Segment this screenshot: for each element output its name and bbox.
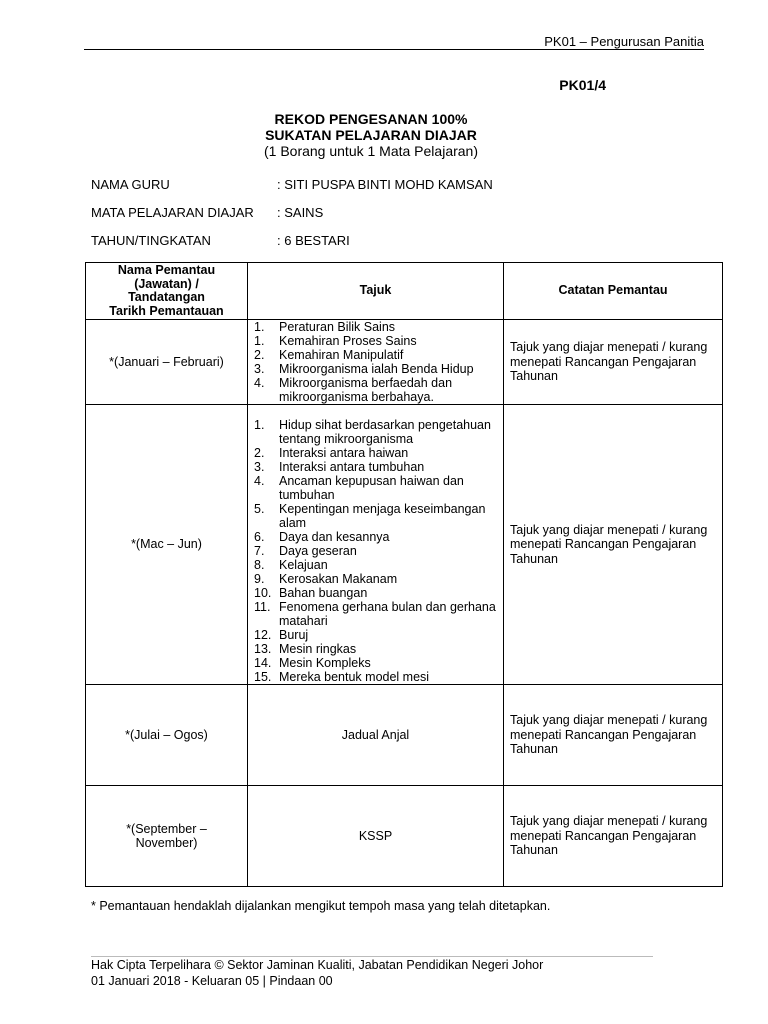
title-line-2: SUKATAN PELAJARAN DIAJAR	[265, 127, 477, 143]
list-item: 15. Mereka bentuk model mesi	[254, 670, 430, 684]
topic-list	[254, 418, 497, 684]
document-header: PK01 – Pengurusan Panitia	[544, 34, 704, 49]
subtitle: (1 Borang untuk 1 Mata Pelajaran)	[263, 143, 478, 159]
list-item: 3. Interaksi antara tumbuhan	[254, 460, 425, 474]
table-row	[86, 685, 723, 786]
notes-cell: Tajuk yang diajar menepati / kurang menepati Rancangan Pengajaran Tahunan	[504, 405, 723, 685]
list-item: 2. Interaksi antara haiwan	[254, 446, 409, 460]
table-row	[86, 320, 723, 405]
subject-label: MATA PELAJARAN DIAJAR	[91, 205, 254, 220]
period-cell: *(Mac – Jun)	[86, 405, 248, 685]
topic-list	[254, 320, 497, 404]
period-cell: *(Januari – Februari)	[86, 320, 248, 405]
list-item: 11. Fenomena gerhana bulan dan gerhana matahari	[254, 600, 496, 628]
list-item: 13. Mesin ringkas	[254, 642, 357, 656]
title-line-1: REKOD PENGESANAN 100%	[274, 111, 468, 127]
list-item: 4. Ancaman kepupusan haiwan dan tumbuhan	[254, 474, 464, 502]
notes-cell: Tajuk yang diajar menepati / kurang menepati Rancangan Pengajaran Tahunan	[504, 320, 723, 405]
list-item: 10. Bahan buangan	[254, 586, 368, 600]
notes-cell: Tajuk yang diajar menepati / kurang menepati Rancangan Pengajaran Tahunan	[504, 685, 723, 786]
list-item: 1. Peraturan Bilik Sains	[254, 320, 396, 334]
year-value: : 6 BESTARI	[277, 233, 350, 248]
footnote: * Pemantauan hendaklah dijalankan mengikut tempoh masa yang telah ditetapkan.	[91, 899, 551, 913]
title-block	[0, 111, 742, 160]
footer-copyright: Hak Cipta Terpelihara © Sektor Jaminan Kualiti, Jabatan Pendidikan Negeri Johor	[91, 958, 544, 972]
topic-cell: KSSP	[248, 786, 504, 887]
header-divider	[84, 49, 704, 50]
list-item: 9. Kerosakan Makanam	[254, 572, 398, 586]
year-label: TAHUN/TINGKATAN	[91, 233, 211, 248]
notes-cell: Tajuk yang diajar menepati / kurang menepati Rancangan Pengajaran Tahunan	[504, 786, 723, 887]
table-header-row	[86, 263, 723, 320]
list-item: 1. Hidup sihat berdasarkan pengetahuan tentang mikroorganisma	[254, 418, 491, 446]
monitor-header: Nama Pemantau (Jawatan) / Tandatangan Tarikh Pemantauan	[86, 263, 248, 320]
teacher-value: : SITI PUSPA BINTI MOHD KAMSAN	[277, 177, 493, 192]
period-cell: *(September – November)	[86, 786, 248, 887]
topic-cell	[248, 320, 504, 405]
form-code: PK01/4	[559, 77, 606, 93]
table-row	[86, 405, 723, 685]
list-item: 4. Mikroorganisma berfaedah dan mikroorganisma berbahaya.	[254, 376, 453, 404]
list-item: 14. Mesin Kompleks	[254, 656, 371, 670]
list-item: 5. Kepentingan menjaga keseimbangan alam	[254, 502, 486, 530]
table-row	[86, 786, 723, 887]
list-item: 7. Daya geseran	[254, 544, 357, 558]
teacher-label: NAMA GURU	[91, 177, 170, 192]
list-item: 1. Kemahiran Proses Sains	[254, 334, 417, 348]
topic-cell: Jadual Anjal	[248, 685, 504, 786]
list-item: 8. Kelajuan	[254, 558, 328, 572]
footer-revision: 01 Januari 2018 - Keluaran 05 | Pindaan 00	[91, 974, 333, 988]
topic-cell	[248, 405, 504, 685]
period-cell: *(Julai – Ogos)	[86, 685, 248, 786]
topic-header: Tajuk	[248, 263, 504, 320]
monitoring-table	[85, 262, 723, 887]
footer-divider	[91, 956, 653, 957]
subject-value: : SAINS	[277, 205, 324, 220]
list-item: 2. Kemahiran Manipulatif	[254, 348, 404, 362]
list-item: 3. Mikroorganisma ialah Benda Hidup	[254, 362, 474, 376]
notes-header: Catatan Pemantau	[504, 263, 723, 320]
list-item: 6. Daya dan kesannya	[254, 530, 390, 544]
list-item: 12. Buruj	[254, 628, 309, 642]
